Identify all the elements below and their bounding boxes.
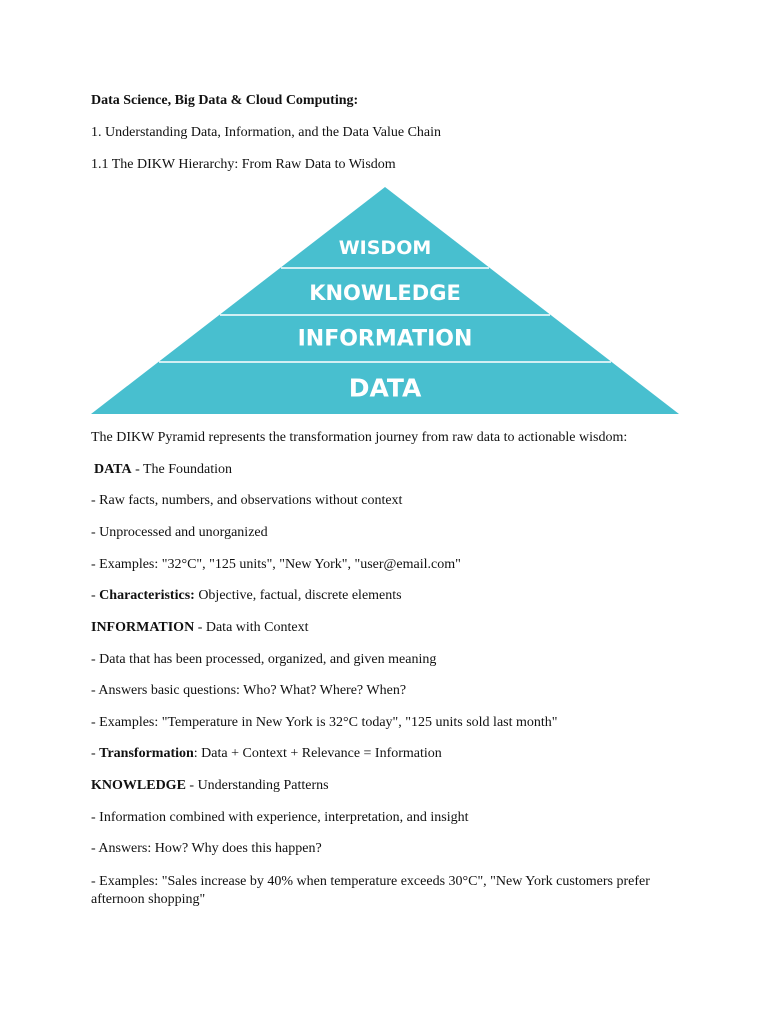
tier-label-data: DATA	[348, 373, 422, 403]
subsection-heading: 1.1 The DIKW Hierarchy: From Raw Data to Wisdom	[91, 157, 396, 172]
information-point: - Examples: "Temperature in New York is 32°C today", "125 units sold last month"	[91, 715, 558, 730]
transformation-text: : Data + Context + Relevance = Information	[193, 746, 442, 761]
information-point: - Answers basic questions: Who? What? Where? When?	[91, 683, 407, 698]
data-point: - Raw facts, numbers, and observations without context	[91, 493, 403, 508]
data-point	[91, 587, 402, 605]
data-heading-rest: - The Foundation	[131, 462, 233, 477]
information-point: - Data that has been processed, organized, and given meaning	[91, 652, 437, 667]
bullet-prefix: -	[91, 588, 100, 603]
knowledge-heading-rest: - Understanding Patterns	[185, 778, 329, 793]
data-term: DATA	[94, 462, 132, 477]
knowledge-point: - Examples: "Sales increase by 40% when temperature exceeds 30°C", "New York customers prefer afternoon shopping"	[91, 874, 650, 907]
knowledge-point: - Information combined with experience, interpretation, and insight	[91, 810, 469, 825]
tier-label-information: INFORMATION	[297, 326, 473, 352]
characteristics-term: Characteristics:	[99, 588, 195, 603]
data-heading	[94, 461, 232, 479]
intro-paragraph: The DIKW Pyramid represents the transformation journey from raw data to actionable wisdom:	[91, 430, 628, 445]
data-point: - Examples: "32°C", "125 units", "New York", "user@email.com"	[91, 557, 461, 572]
information-heading	[91, 619, 309, 637]
knowledge-point: - Answers: How? Why does this happen?	[91, 841, 322, 856]
bullet-prefix: -	[91, 746, 100, 761]
information-heading-rest: - Data with Context	[194, 620, 309, 635]
information-term: INFORMATION	[91, 620, 195, 635]
knowledge-heading	[91, 777, 329, 795]
section-heading: 1. Understanding Data, Information, and the Data Value Chain	[91, 125, 442, 140]
tier-label-wisdom: WISDOM	[338, 237, 432, 259]
information-point	[91, 745, 442, 763]
characteristics-text: Objective, factual, discrete elements	[194, 588, 402, 603]
tier-label-knowledge: KNOWLEDGE	[309, 281, 461, 305]
transformation-term: Transformation	[99, 746, 194, 761]
document-title: Data Science, Big Data & Cloud Computing:	[91, 93, 359, 108]
knowledge-term: KNOWLEDGE	[91, 778, 186, 793]
data-point: - Unprocessed and unorganized	[91, 525, 268, 540]
